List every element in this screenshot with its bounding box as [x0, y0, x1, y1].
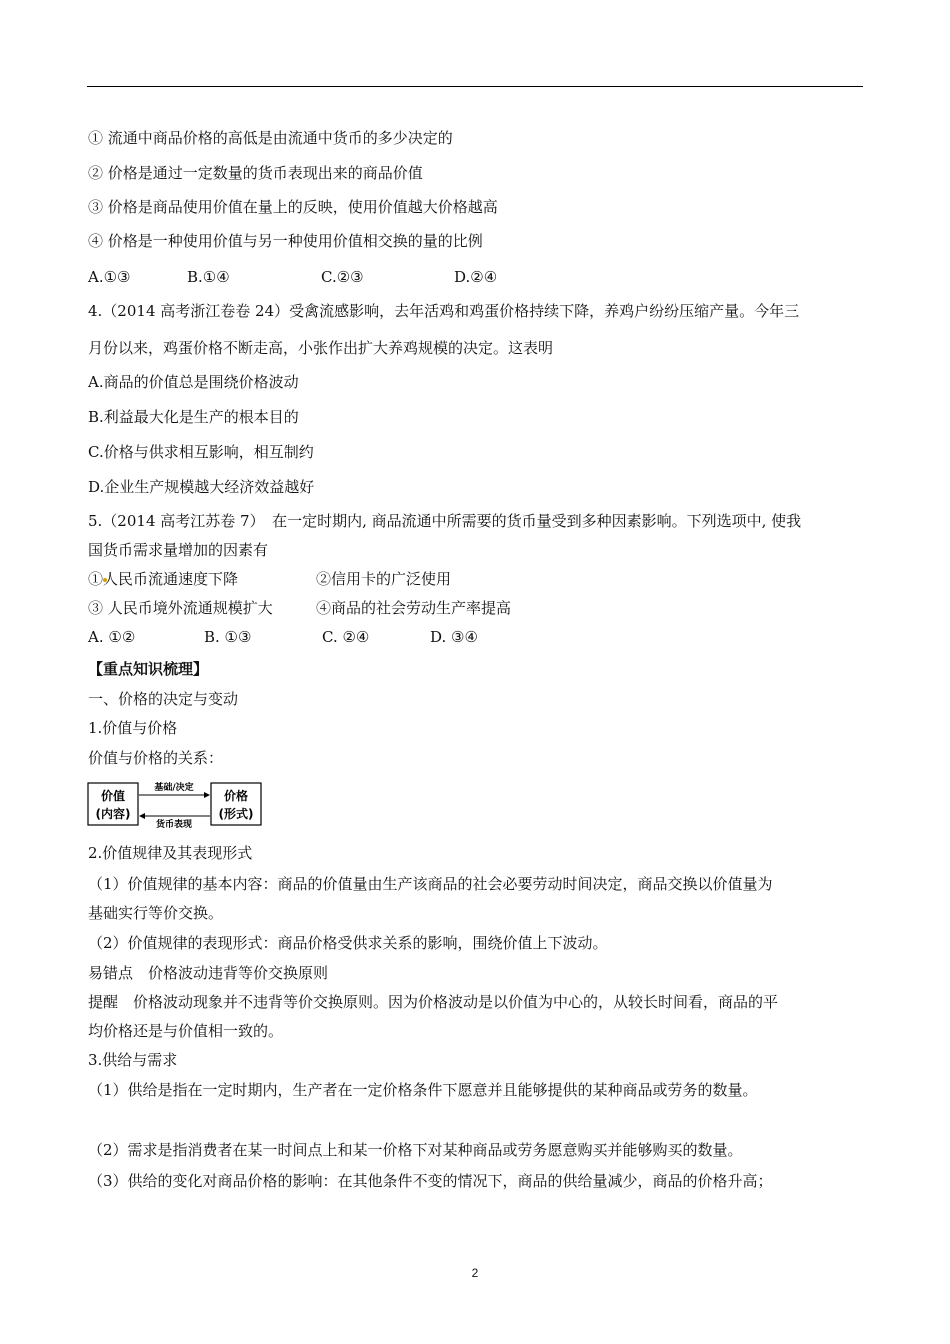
q3-option-a: A.①③ [88, 268, 131, 286]
q5-option-b: B. ①③ [204, 628, 252, 646]
q3-options [88, 267, 497, 287]
q5-statement-4: ④商品的社会劳动生产率提高 [316, 599, 512, 617]
q5-option-a: A. ①② [88, 628, 136, 646]
header-rule [87, 86, 863, 87]
tip-line2: 均价格还是与价值相一致的。 [88, 1022, 284, 1040]
price-box-line2: (形式) [218, 807, 254, 821]
para-3-2: （2）需求是指消费者在某一时间点上和某一价格下对某种商品或劳务愿意购买并能够购买的数量。 [88, 1141, 743, 1159]
q4-stem-line1: 4.（2014 高考浙江卷卷 24）受禽流感影响，去年活鸡和鸡蛋价格持续下降，养鸡户纷纷压缩产量。今年三 [88, 302, 800, 320]
q3-option-b: B.①④ [187, 268, 230, 286]
q5-option-d: D. ③④ [430, 628, 478, 646]
para-2-2: （2）价值规律的表现形式：商品价格受供求关系的影响，围绕价值上下波动。 [88, 934, 608, 952]
q5-options [88, 627, 478, 647]
heading-1-1: 1.价值与价格 [88, 719, 178, 737]
error-point: 易错点 价格波动违背等价交换原则 [88, 964, 329, 982]
q4-option-c: C.价格与供求相互影响，相互制约 [88, 443, 314, 461]
statement-4: ④ 价格是一种使用价值与另一种使用价值相交换的量的比例 [88, 232, 483, 250]
heading-1: 一、价格的决定与变动 [88, 690, 239, 708]
heading-1-2: 2.价值规律及其表现形式 [88, 844, 253, 862]
price-box-line1: 价格 [223, 789, 249, 803]
statement-2: ② 价格是通过一定数量的货币表现出来的商品价值 [88, 164, 423, 182]
top-arrow-label: 基础/决定 [154, 783, 194, 793]
page-number: 2 [471, 1266, 479, 1280]
value-price-diagram [87, 780, 263, 828]
q5-statement-2: ②信用卡的广泛使用 [316, 570, 452, 588]
q3-option-c: C.②③ [321, 268, 364, 286]
value-box-line1: 价值 [100, 789, 126, 803]
q4-option-b: B.利益最大化是生产的根本目的 [88, 408, 299, 426]
para-2-1-line2: 基础实行等价交换。 [88, 904, 224, 922]
q5-statements-row1 [88, 569, 451, 589]
relation-label: 价值与价格的关系： [88, 749, 224, 767]
q5-option-c: C. ②④ [322, 628, 370, 646]
para-3-1: （1）供给是指在一定时期内，生产者在一定价格条件下愿意并且能够提供的某种商品或劳务的数量。 [88, 1081, 758, 1099]
bottom-arrow-label: 货币表现 [155, 820, 193, 828]
value-box-line2: (内容) [95, 807, 131, 821]
q4-option-a: A.商品的价值总是围绕价格波动 [88, 373, 299, 391]
q4-stem-line2: 月份以来，鸡蛋价格不断走高，小张作出扩大养鸡规模的决定。这表明 [88, 339, 554, 357]
statement-3: ③ 价格是商品使用价值在量上的反映，使用价值越大价格越高 [88, 198, 498, 216]
q4-option-d: D.企业生产规模越大经济效益越好 [88, 478, 315, 496]
section-title: 【重点知识梳理】 [88, 660, 209, 678]
statement-1: ① 流通中商品价格的高低是由流通中货币的多少决定的 [88, 129, 453, 147]
q5-stem-line1: 5.（2014 高考江苏卷 7） 在一定时期内, 商品流通中所需要的货币量受到多种因素影响。下列选项中, 使我 [88, 512, 802, 530]
tip-line1: 提醒 价格波动现象并不违背等价交换原则。因为价格波动是以价值为中心的，从较长时间看，商品的平 [88, 993, 779, 1011]
q5-stem-line2: 国货币需求量增加的因素有 [88, 541, 269, 559]
heading-1-3: 3.供给与需求 [88, 1051, 178, 1069]
q5-statements-row2 [88, 598, 511, 618]
q5-statement-3: ③ 人民币境外流通规模扩大 [88, 599, 273, 617]
para-2-1-line1: （1）价值规律的基本内容：商品的价值量由生产该商品的社会必要劳动时间决定，商品交换以价值量为 [88, 875, 773, 893]
para-3-3: （3）供给的变化对商品价格的影响：在其他条件不变的情况下，商品的供给量减少，商品的价格升高； [88, 1172, 773, 1190]
q5-statement-1: ①人民币流通速度下降 [88, 570, 239, 588]
q3-option-d: D.②④ [454, 268, 498, 286]
